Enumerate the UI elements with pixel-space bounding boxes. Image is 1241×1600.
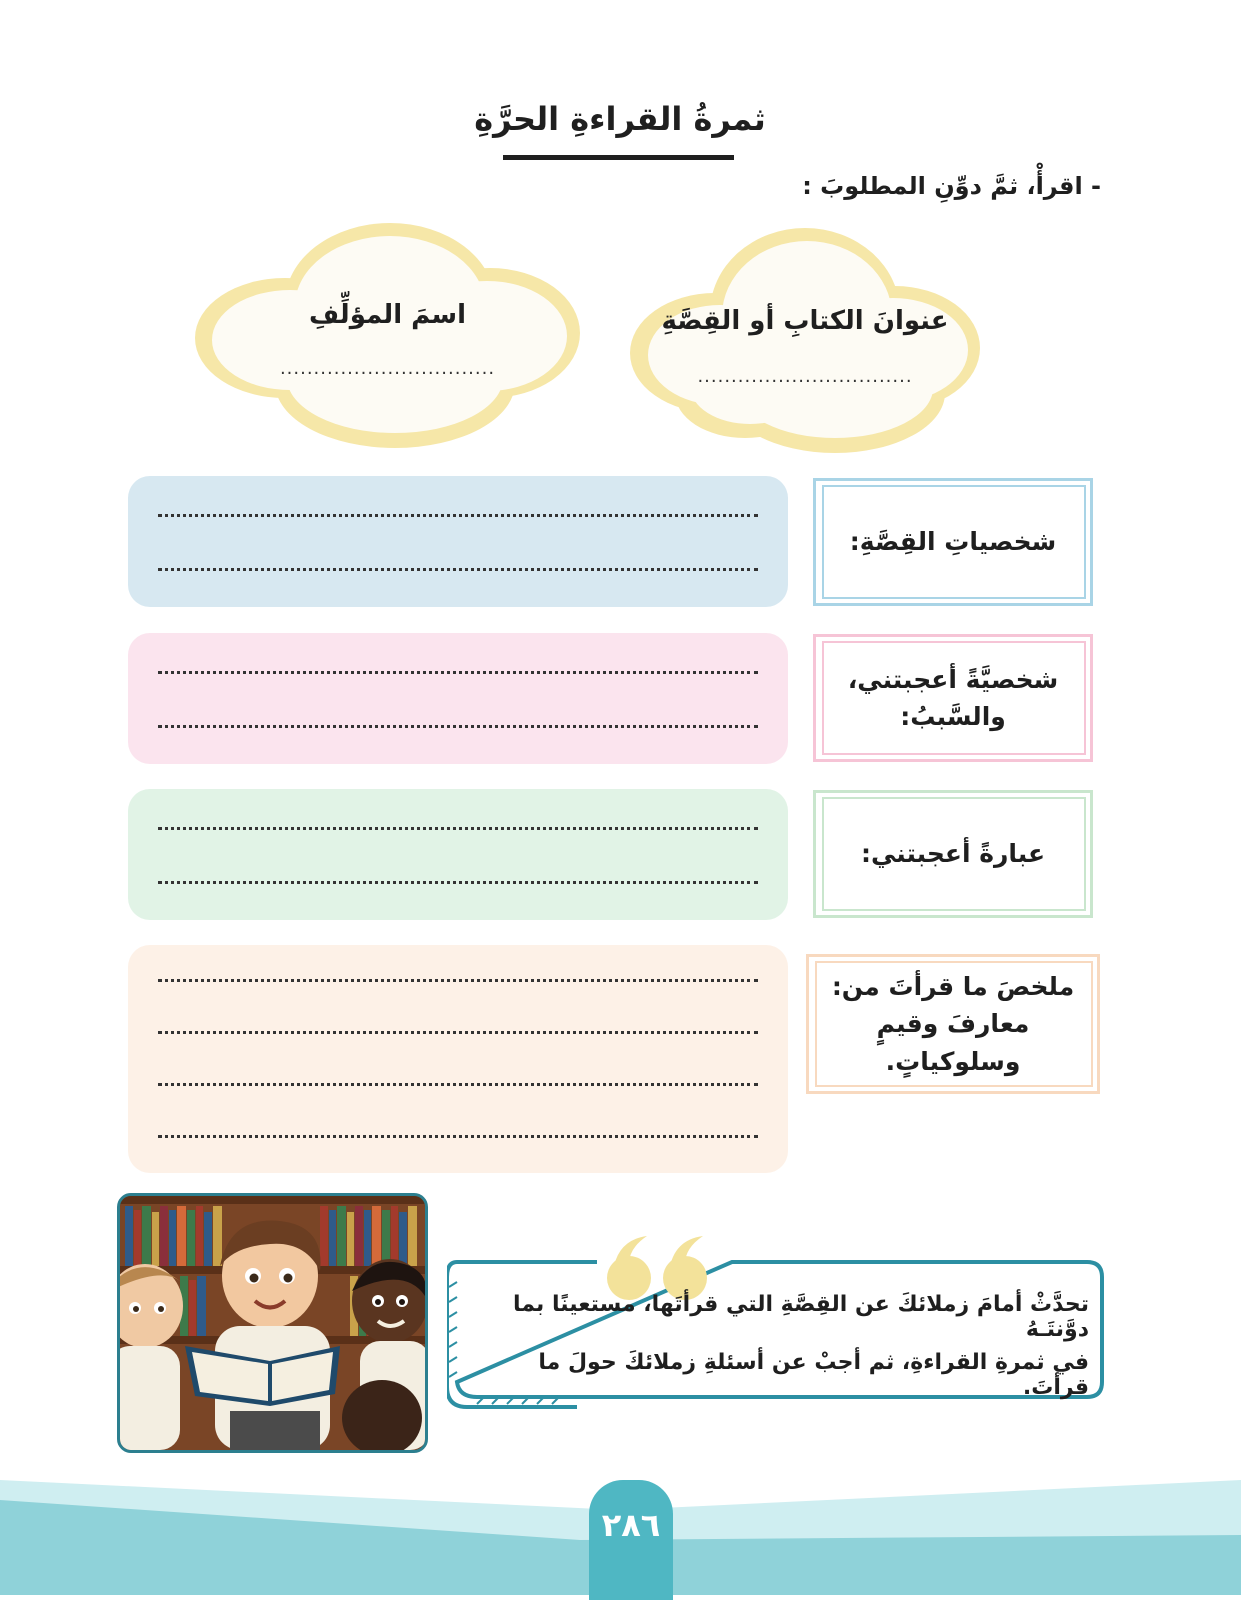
characters-label: شخصياتِ القِصَّةِ: [849, 527, 1057, 557]
summary-answer-box[interactable] [128, 945, 788, 1173]
instruction-text: - اقرأْ، ثمَّ دوِّنِ المطلوبَ : [802, 172, 1101, 200]
favorite-character-label [838, 661, 1068, 736]
children-reading-book-icon [120, 1196, 425, 1450]
answer-line [158, 979, 758, 982]
cloud-shape-icon [625, 218, 985, 458]
author-answer-line[interactable]: ................................ [279, 358, 496, 379]
favorite-phrase-label: عبارةً أعجبتني: [860, 839, 1046, 869]
characters-label-box [813, 478, 1093, 606]
favorite-phrase-answer-box[interactable] [128, 789, 788, 920]
author-cloud [195, 218, 580, 458]
book-title-answer-line[interactable]: ................................ [697, 366, 913, 387]
answer-line [158, 881, 758, 884]
label-line: ملخصَ ما قرأتَ من: [831, 971, 1075, 1001]
answer-line [158, 514, 758, 517]
answer-line [158, 827, 758, 830]
favorite-character-label-box [813, 634, 1093, 762]
label-line: معارفَ وقيمٍ وسلوكياتٍ. [876, 1009, 1030, 1076]
book-title-label: عنوانَ الكتابِ أو القِصَّةِ [661, 306, 949, 336]
favorite-character-answer-box[interactable] [128, 633, 788, 764]
answer-line [158, 1083, 758, 1086]
characters-answer-box[interactable] [128, 476, 788, 607]
author-label: اسمَ المؤلِّفِ [308, 300, 467, 330]
title-underline [503, 155, 734, 160]
answer-line [158, 568, 758, 571]
label-line: شخصيَّةً أعجبتني، [847, 664, 1059, 694]
speech-line-2: في ثمرةِ القراءةِ، ثم أجبْ عن أسئلةِ زملائكَ حولَ ما قرأتَ. [538, 1350, 1089, 1400]
label-line: والسَّببُ: [900, 702, 1006, 731]
quote-icon [607, 1236, 707, 1300]
favorite-phrase-label-box [813, 790, 1093, 918]
book-title-cloud [625, 218, 985, 458]
page-number: ٢٨٦ [589, 1480, 673, 1600]
answer-line [158, 1135, 758, 1138]
summary-label [806, 968, 1100, 1081]
speech-line-1: تحدَّثْ أمامَ زملائكَ عن القِصَّةِ التي قرأتَها، مستعينًا بما دوَّنتَـهُ [513, 1292, 1089, 1342]
answer-line [158, 671, 758, 674]
page-title: ثمرةُ القراءةِ الحرَّةِ [474, 100, 766, 138]
summary-label-box [806, 954, 1100, 1094]
speaking-activity-box [447, 1232, 1107, 1412]
children-reading-illustration [117, 1193, 428, 1453]
cloud-shape-icon [195, 218, 580, 458]
answer-line [158, 1031, 758, 1034]
answer-line [158, 725, 758, 728]
